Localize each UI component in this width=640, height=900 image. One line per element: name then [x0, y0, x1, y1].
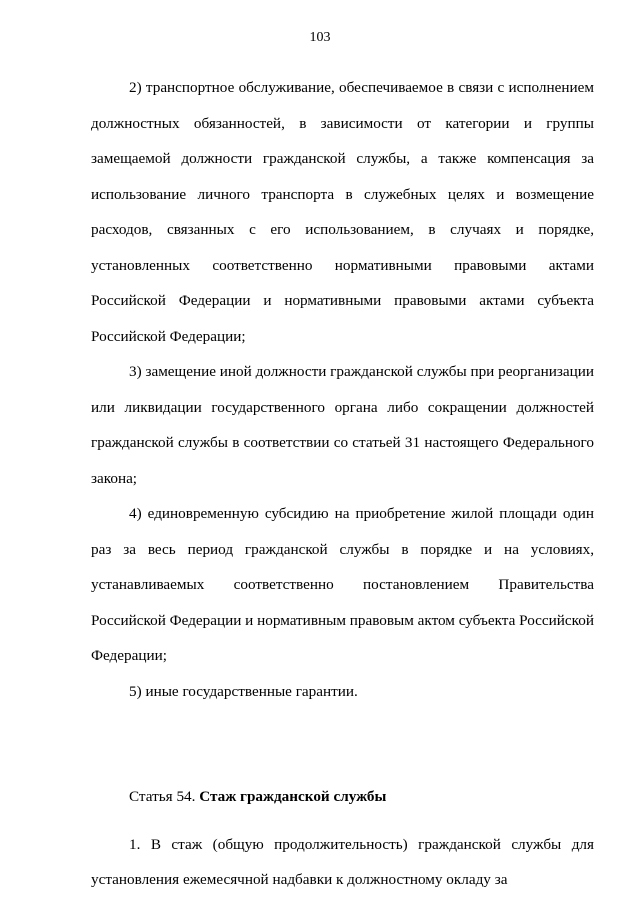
article-title: Стаж гражданской службы	[199, 788, 387, 805]
paragraph-item-3: 3) замещение иной должности гражданской службы при реорганизации или ликвидации государственного органа либо сокращении должностей гражданской службы в соответствии со статьей 31 настоящего Федерального закона;	[91, 363, 594, 487]
article-heading	[91, 779, 594, 815]
paragraph-item-4: 4) единовременную субсидию на приобретение жилой площади один раз за весь период гражданской службы в порядке и на условиях, устанавливаемых соответственно постановлением Правительства Российской Федерации и нормативным правовым актом субъекта Российской Федерации;	[91, 505, 594, 664]
paragraph-item-5: 5) иные государственные гарантии.	[129, 682, 358, 700]
paragraph-item-2: 2) транспортное обслуживание, обеспечиваемое в связи с исполнением должностных обязанностей, в зависимости от категории и группы замещаемой должности гражданской службы, а также компенсация за использование личного транспорта в служебных целях и возмещение расходов, связанных с его использованием, в случаях и порядке, установленных соответственно нормативными правовыми актами Российской Федерации и нормативными правовыми актами субъекта Российской Федерации;	[91, 79, 594, 345]
page-number: 103	[309, 30, 331, 45]
document-body	[91, 70, 594, 898]
article-label: Статья 54.	[129, 788, 196, 805]
article-paragraph-1: 1. В стаж (общую продолжительность) гражданской службы для установления ежемесячной надбавки к должностному окладу за	[91, 835, 594, 888]
